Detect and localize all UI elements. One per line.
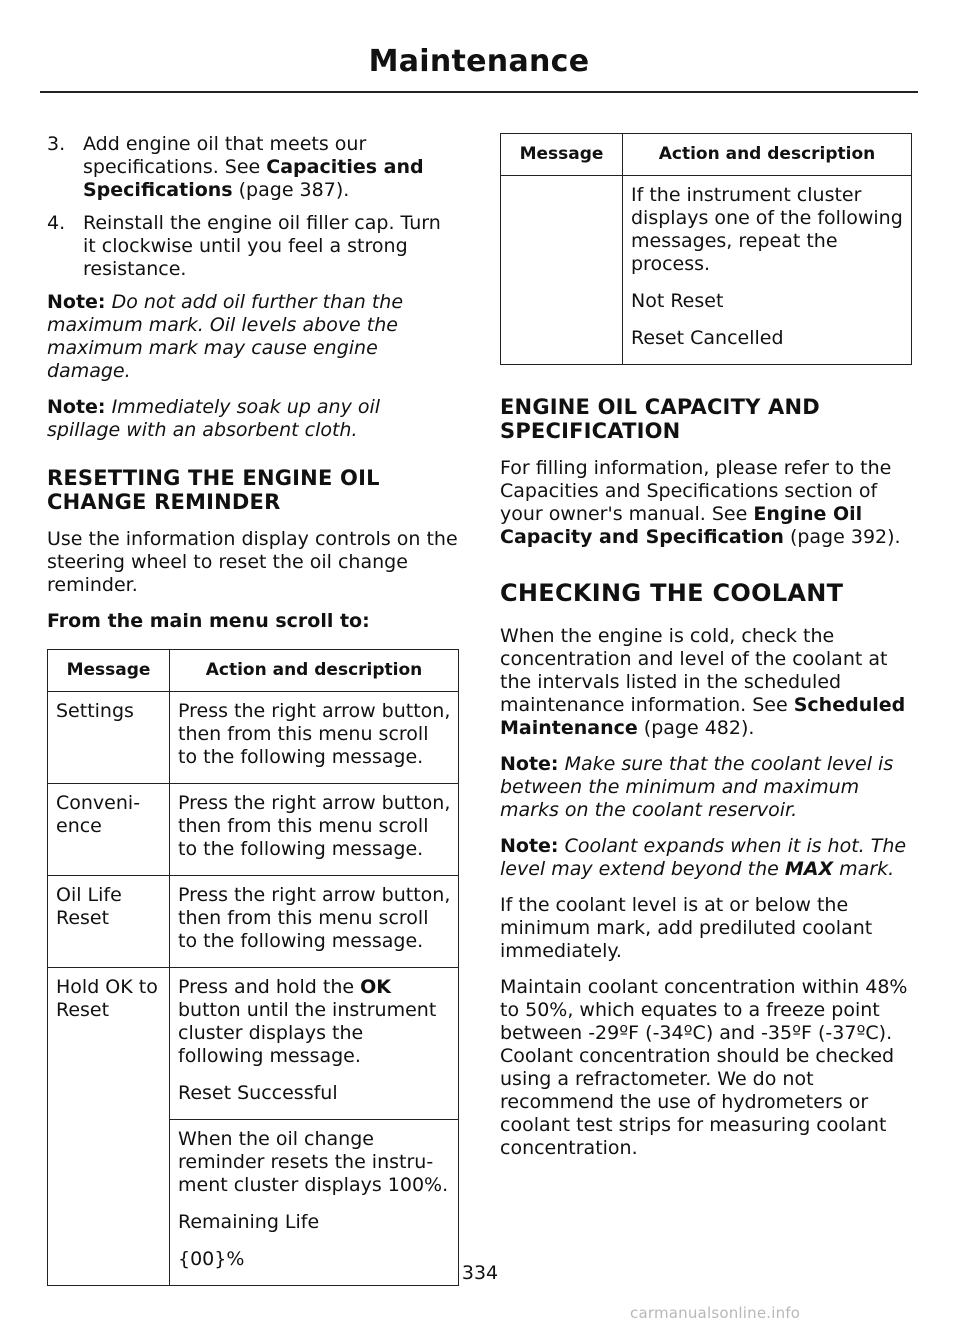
coolant-add-para: If the coolant level is at or below the minimum mark, add prediluted coolant immediately. (500, 894, 873, 962)
col-action-header: Action and description (623, 134, 912, 176)
right-column (500, 133, 912, 1173)
coolant-check-para: When the engine is cold, check the concentration and level of the coolant at the intervals listed in the scheduled maintenance information. See Scheduled Maintenance (page 482). (500, 625, 906, 739)
section-heading-reset: RESETTING THE ENGINE OIL CHANGE REMINDER (47, 466, 380, 514)
col-message-header: Message (48, 650, 170, 692)
left-column (47, 133, 459, 1286)
reset-table (47, 649, 459, 1286)
note-coolant-level: Note: Make sure that the coolant level is between the minimum and maximum marks on the coolant reservoir. (500, 753, 894, 821)
page-number: 334 (461, 1262, 499, 1284)
step-4: 4. Reinstall the engine oil filler cap. Turn it clockwise until you feel a strong resistance. (47, 212, 441, 280)
menu-subhead: From the main menu scroll to: (47, 610, 370, 632)
capacities-link-text: Capacities and Specifications (83, 156, 424, 201)
table-row: Conveni-ence Press the right arrow button, then from this menu scroll to the following message. (48, 784, 459, 876)
coolant-concentration-para: Maintain coolant concentration within 48% to 50%, which equates to a freeze point between -29ºF (-34ºC) and -35ºF (-37ºC). Coolant concentration should be checked using a refractometer. We do not recommend the use of hydrometers or coolant test strips for measuring coolant concentration. (500, 976, 908, 1159)
oil-capacity-para: For filling information, please refer to the Capacities and Specifications section of your owner's manual. See Engine Oil Capacity and Specification (page 392). (500, 457, 901, 548)
table-row: Hold OK to Reset Press and hold the OK button until the instrument cluster displays the following message. Reset Successful (48, 968, 459, 1120)
note-oil-max: Note: Do not add oil further than the maximum mark. Oil levels above the maximum mark may cause engine damage. (47, 291, 404, 382)
step-number: 3. (47, 133, 66, 155)
section-heading-coolant: CHECKING THE COOLANT (500, 579, 844, 607)
continued-table (500, 133, 912, 365)
step-3: 3. Add engine oil that meets our specifications. See Capacities and Specifications (page 387). (47, 133, 424, 201)
table-row: Oil Life Reset Press the right arrow button, then from this menu scroll to the following message. (48, 876, 459, 968)
table-row: Settings Press the right arrow button, then from this menu scroll to the following message. (48, 692, 459, 784)
table-row: When the oil change reminder resets the instru-ment cluster displays 100%. Remaining Life {00}% (48, 1120, 459, 1286)
page-header-title: Maintenance (368, 44, 590, 79)
step-number: 4. (47, 212, 66, 234)
col-action-header: Action and description (170, 650, 459, 692)
col-message-header: Message (501, 134, 623, 176)
header-divider (40, 91, 918, 93)
reset-intro: Use the information display controls on the steering wheel to reset the oil change reminder. (47, 528, 458, 596)
note-coolant-expands: Note: Coolant expands when it is hot. The level may extend beyond the MAX mark. (500, 835, 907, 880)
watermark-text: carmanualsonline.info (630, 1304, 801, 1322)
note-oil-spill: Note: Immediately soak up any oil spillage with an absorbent cloth. (47, 396, 381, 441)
table-row: If the instrument cluster displays one of the following messages, repeat the process. Not Reset Reset Cancelled (501, 176, 912, 365)
section-heading-oil-capacity: ENGINE OIL CAPACITY AND SPECIFICATION (500, 395, 820, 443)
